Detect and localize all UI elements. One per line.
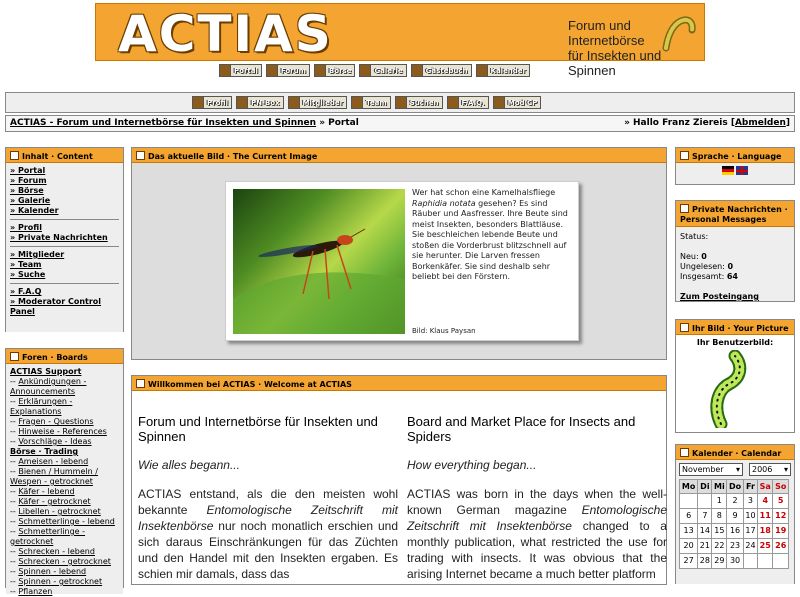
flag-uk-icon[interactable] — [736, 166, 748, 175]
caterpillar-icon — [662, 14, 696, 52]
forum-item: -- Spinnen - getrocknet — [10, 577, 103, 586]
calendar-header-row — [680, 480, 789, 494]
user-picture-body — [676, 335, 794, 432]
calendar-day — [758, 554, 773, 569]
forum-item: -- Schrecken - lebend — [10, 547, 95, 556]
nav-button-icon — [477, 65, 488, 76]
nav-button-icon — [315, 65, 326, 76]
de-text-b: nur noch monatlich erschien und sich daraus Einschränkungen für das Züchten und den Handel mit den Insekten ergaben. Es schien mir damals, dass das — [138, 519, 398, 581]
nav-button-icon — [237, 97, 248, 108]
flag-de-icon[interactable] — [722, 166, 734, 175]
forum-link[interactable]: Hinweise - References — [18, 427, 107, 436]
month-select[interactable]: November ▾ — [679, 463, 743, 476]
en-text-a: ACTIAS was born in the days when the well-known German magazine — [407, 487, 667, 517]
calendar-week — [680, 494, 789, 509]
nav-label: Forum — [280, 66, 306, 75]
calendar-day[interactable]: 25 — [758, 539, 773, 554]
weekday-label: Mo — [680, 480, 698, 494]
nav-label: Kalender — [490, 66, 527, 75]
calendar-day[interactable]: 16 — [727, 524, 744, 539]
calendar-day[interactable]: 22 — [712, 539, 727, 554]
forum-list — [6, 364, 123, 594]
nav-button-icon — [289, 97, 300, 108]
calendar-week — [680, 554, 789, 569]
weekday-label: So — [773, 480, 789, 494]
content-link[interactable]: » F.A.Q — [10, 287, 42, 296]
calendar-day[interactable]: 1 — [712, 494, 727, 509]
inbox-link[interactable]: Zum Posteingang — [680, 292, 759, 301]
de-magazine: Entomologische Zeitschrift mit Insektenbörse — [138, 503, 398, 533]
forum-link[interactable]: Ankündigungen - Announcements — [10, 377, 87, 396]
forum-item: -- Erklärungen - Explanations — [10, 397, 73, 416]
en-magazine: Entomologische Zeitschrift mit Insektenbörse — [407, 503, 667, 533]
pm-status: Status: — [680, 232, 709, 241]
nav-button-icon — [193, 97, 204, 108]
weekday-label: Sa — [758, 480, 773, 494]
calendar-day[interactable]: 21 — [698, 539, 712, 554]
calendar-selectors — [679, 463, 791, 476]
content-link[interactable]: » Portal — [10, 166, 46, 175]
calendar-week — [680, 539, 789, 554]
forum-item: -- Hinweise - References — [10, 427, 107, 436]
pm-total-label: Insgesamt: — [680, 272, 727, 281]
user-greeting — [624, 118, 790, 128]
forum-link[interactable]: Vorschläge - Ideas — [18, 437, 92, 446]
nav-label: Suchen — [409, 98, 439, 107]
weekday-label: Do — [727, 480, 744, 494]
content-link[interactable]: » Suche — [10, 270, 46, 279]
calendar-day[interactable]: 23 — [727, 539, 744, 554]
en-text-b: changed to a monthly publication, what restricted the use for trading with insects. It was obvious that the arising Internet became a much better platform — [407, 519, 667, 581]
forum-link[interactable]: Käfer - lebend — [18, 487, 75, 496]
nav-button-icon — [494, 97, 505, 108]
welcome-title: Willkommen bei ACTIAS · Welcome at ACTIAS — [132, 376, 666, 391]
nav-label: Galerie — [374, 66, 403, 75]
calendar-day[interactable]: 20 — [680, 539, 698, 554]
top-nav-forum-button[interactable] — [266, 64, 310, 77]
forum-link[interactable]: Ameisen - lebend — [18, 457, 89, 466]
weekday-label: Di — [698, 480, 712, 494]
nav-label: Börse — [328, 66, 352, 75]
forum-item: -- Schrecken - getrocknet — [10, 557, 111, 566]
content-links — [6, 163, 123, 332]
forum-item: -- Vorschläge - Ideas — [10, 437, 92, 446]
language-flags — [676, 163, 794, 184]
calendar-day[interactable]: 30 — [727, 554, 744, 569]
nav-button-icon — [352, 97, 363, 108]
welcome-de-text — [138, 486, 398, 582]
content-link[interactable]: » Kalender — [10, 206, 59, 215]
forum-item: -- Ankündigungen - Announcements — [10, 377, 87, 396]
nav-label: Mod CP — [507, 98, 538, 107]
greeting-close: ] — [785, 118, 790, 128]
calendar-grid — [679, 479, 789, 569]
forums-panel — [5, 348, 124, 596]
breadcrumb-home[interactable]: ACTIAS - Forum und Internetbörse für Insekten und Spinnen — [10, 118, 317, 128]
nav-label: PN-Box — [250, 98, 280, 107]
content-link[interactable]: » Forum — [10, 176, 47, 185]
top-nav-börse-button[interactable] — [314, 64, 356, 77]
calendar-day — [773, 554, 789, 569]
calendar-day[interactable]: 5 — [773, 494, 789, 509]
nav-button-icon — [412, 65, 423, 76]
nav-label: Team — [366, 98, 387, 107]
forum-link[interactable]: Schrecken - lebend — [18, 547, 95, 556]
content-link[interactable]: » Private Nachrichten — [10, 233, 108, 242]
species-name: Raphidia notata — [412, 198, 476, 208]
forum-item: -- Bienen / Hummeln / Wespen - getrocknet — [10, 467, 98, 486]
calendar-day — [680, 494, 698, 509]
calendar-day[interactable]: 13 — [680, 524, 698, 539]
forum-item: -- Käfer - getrocknet — [10, 497, 91, 506]
top-nav-portal-button[interactable] — [219, 64, 262, 77]
image-description — [412, 188, 574, 283]
forum-link[interactable]: Bienen / Hummeln / Wespen - getrocknet — [10, 467, 98, 486]
calendar-day[interactable]: 4 — [758, 494, 773, 509]
insect-photo[interactable] — [233, 189, 405, 334]
user-picture-panel — [675, 319, 795, 433]
forum-link[interactable]: Fragen - Questions — [18, 417, 94, 426]
forum-link[interactable]: Libellen - getrocknet — [18, 507, 101, 516]
content-panel-title: Inhalt · Content — [6, 148, 123, 163]
user-picture-title: Ihr Bild · Your Picture — [676, 320, 794, 335]
desc-part1: Wer hat schon eine Kamelhalsfliege — [412, 188, 556, 197]
forum-item: -- Schmetterlinge - getrocknet — [10, 527, 86, 546]
language-title: Sprache · Language — [676, 148, 794, 163]
avatar — [707, 350, 763, 428]
breadcrumb-current: Portal — [328, 118, 359, 128]
sub-nav-mitglieder-button[interactable] — [288, 96, 347, 109]
content-panel — [5, 147, 124, 332]
forum-link[interactable]: Pflanzen — [18, 587, 53, 596]
forum-link[interactable]: Käfer - getrocknet — [18, 497, 91, 506]
forum-item: -- Schmetterlinge - lebend — [10, 517, 115, 526]
forum-link[interactable]: Schrecken - getrocknet — [18, 557, 111, 566]
content-link[interactable]: » Börse — [10, 186, 44, 195]
tagline-line1: Forum und Internetbörse — [568, 18, 645, 48]
forum-link[interactable]: Schmetterlinge - getrocknet — [10, 527, 86, 546]
nav-label: F.A.Q. — [461, 98, 485, 107]
top-nav-gästebuch-button[interactable] — [411, 64, 472, 77]
top-nav-kalender-button[interactable] — [476, 64, 531, 77]
pm-panel — [675, 200, 795, 302]
year-select[interactable]: 2006 ▾ — [749, 463, 791, 476]
welcome-de — [138, 414, 398, 582]
sub-nav-mod-cp-button[interactable] — [493, 96, 542, 109]
calendar-day[interactable]: 11 — [758, 509, 773, 524]
content-link[interactable]: » Moderator Control Panel — [10, 297, 102, 316]
weekday-label: Fr — [743, 480, 757, 494]
fly-illustration — [233, 189, 405, 334]
forums-panel-title: Foren · Boards — [6, 349, 123, 364]
content-link[interactable]: » Team — [10, 260, 42, 269]
calendar-day[interactable]: 29 — [712, 554, 727, 569]
calendar-title: Kalender · Calendar — [676, 445, 794, 460]
nav-button-icon — [360, 65, 371, 76]
calendar-day[interactable]: 2 — [727, 494, 744, 509]
calendar-day[interactable]: 8 — [712, 509, 727, 524]
welcome-en — [407, 414, 667, 582]
content-link[interactable]: » Mitglieder — [10, 250, 65, 259]
top-nav-galerie-button[interactable] — [359, 64, 406, 77]
nav-label: Gästebuch — [425, 66, 468, 75]
divider — [10, 246, 119, 247]
pm-total-count: 64 — [726, 272, 738, 281]
pm-new-count: 0 — [701, 252, 707, 261]
de-text-a: ACTIAS entstand, als die den meisten wohl bekannte — [138, 487, 398, 517]
calendar-day — [698, 494, 712, 509]
forum-item: -- Ameisen - lebend — [10, 457, 89, 466]
forum-item: -- Pflanzen — [10, 587, 53, 596]
site-logo: ACTIAS — [118, 5, 333, 63]
calendar-day[interactable]: 26 — [773, 539, 789, 554]
calendar-week — [680, 509, 789, 524]
image-card — [225, 181, 579, 341]
calendar-day[interactable]: 18 — [758, 524, 773, 539]
content-link[interactable]: » Galerie — [10, 196, 51, 205]
nav-button-icon — [267, 65, 278, 76]
pm-body — [676, 227, 794, 301]
pm-unread-label: Ungelesen: — [680, 262, 728, 271]
calendar-day[interactable]: 27 — [680, 554, 698, 569]
desc-part2: gesehen? Es sind Räuber und Aasfresser. Ihre Beute sind meist Insekten, besonders Blattläuse. Sie beschleichen lebende Beute und stoßen die Vorderbrust blitzschnell auf sie herunter. Die Larven fressen Borkenkäfer. Sie sind deshalb sehr beliebt bei den Förstern. — [412, 198, 568, 281]
forum-item: -- Spinnen - lebend — [10, 567, 87, 576]
calendar-day[interactable]: 28 — [698, 554, 712, 569]
calendar-day[interactable]: 6 — [680, 509, 698, 524]
nav-button-icon — [448, 97, 459, 108]
welcome-en-heading: Board and Market Place for Insects and Spiders — [407, 414, 636, 444]
content-link[interactable]: » Profil — [10, 223, 42, 232]
forum-link[interactable]: Erklärungen - Explanations — [10, 397, 73, 416]
calendar-body — [676, 460, 794, 584]
nav-label: Profil — [207, 98, 228, 107]
breadcrumb-sep: » — [316, 118, 329, 128]
logout-link[interactable]: Abmelden — [734, 118, 786, 128]
forum-link[interactable]: Schmetterlinge - lebend — [18, 517, 115, 526]
tagline-line2: für Insekten und Spinnen — [568, 48, 662, 78]
sub-nav-profil-button[interactable] — [192, 96, 232, 109]
nav-button-icon — [396, 97, 407, 108]
nav-label: Mitglieder — [302, 98, 344, 107]
pm-unread — [680, 262, 790, 272]
breadcrumb — [5, 115, 795, 132]
forum-link[interactable]: Spinnen - getrocknet — [18, 577, 103, 586]
calendar-day[interactable]: 12 — [773, 509, 789, 524]
divider — [10, 219, 119, 220]
calendar-day[interactable]: 14 — [698, 524, 712, 539]
divider — [10, 283, 119, 284]
current-image-title: Das aktuelle Bild · The Current Image — [132, 148, 666, 163]
sub-nav-pn-box-button[interactable] — [236, 96, 284, 109]
forum-item: -- Fragen - Questions — [10, 417, 94, 426]
sub-nav — [192, 96, 541, 109]
calendar-day[interactable]: 7 — [698, 509, 712, 524]
sub-nav-team-button[interactable] — [351, 96, 391, 109]
language-panel — [675, 147, 795, 185]
image-credit: Bild: Klaus Paysan — [412, 327, 476, 335]
welcome-de-heading: Forum und Internetbörse für Insekten und Spinnen — [138, 414, 378, 444]
calendar-day — [743, 554, 757, 569]
calendar-day[interactable]: 9 — [727, 509, 744, 524]
avatar-label: Ihr Benutzerbild: — [696, 338, 774, 347]
weekday-label: Mi — [712, 480, 727, 494]
forum-item: -- Libellen - getrocknet — [10, 507, 101, 516]
calendar-day[interactable]: 19 — [773, 524, 789, 539]
sub-nav-suchen-button[interactable] — [395, 96, 443, 109]
forum-link[interactable]: Spinnen - lebend — [18, 567, 87, 576]
pm-title: Private Nachrichten · Personal Messages — [676, 201, 794, 227]
welcome-en-sub: How everything began... — [407, 458, 537, 472]
pm-new — [680, 252, 790, 262]
forum-category[interactable]: ACTIAS Support — [10, 367, 82, 376]
calendar-day[interactable]: 17 — [743, 524, 757, 539]
calendar-day[interactable]: 24 — [743, 539, 757, 554]
forum-item: -- Käfer - lebend — [10, 487, 75, 496]
greeting-text: » Hallo Franz Ziereis [ — [624, 118, 735, 128]
calendar-panel — [675, 444, 795, 584]
calendar-day[interactable]: 15 — [712, 524, 727, 539]
calendar-day[interactable]: 10 — [743, 509, 757, 524]
welcome-de-sub: Wie alles begann... — [138, 458, 240, 472]
calendar-day[interactable]: 3 — [743, 494, 757, 509]
forum-category[interactable]: Börse · Trading — [10, 447, 79, 456]
pm-unread-count: 0 — [727, 262, 734, 271]
pm-new-label: Neu: — [680, 252, 702, 261]
nav-button-icon — [220, 65, 231, 76]
welcome-en-text — [407, 486, 667, 582]
calendar-week — [680, 524, 789, 539]
sub-nav-f-a-q--button[interactable] — [447, 96, 489, 109]
pm-total — [680, 272, 790, 282]
nav-label: Portal — [234, 66, 258, 75]
top-nav — [219, 64, 530, 77]
